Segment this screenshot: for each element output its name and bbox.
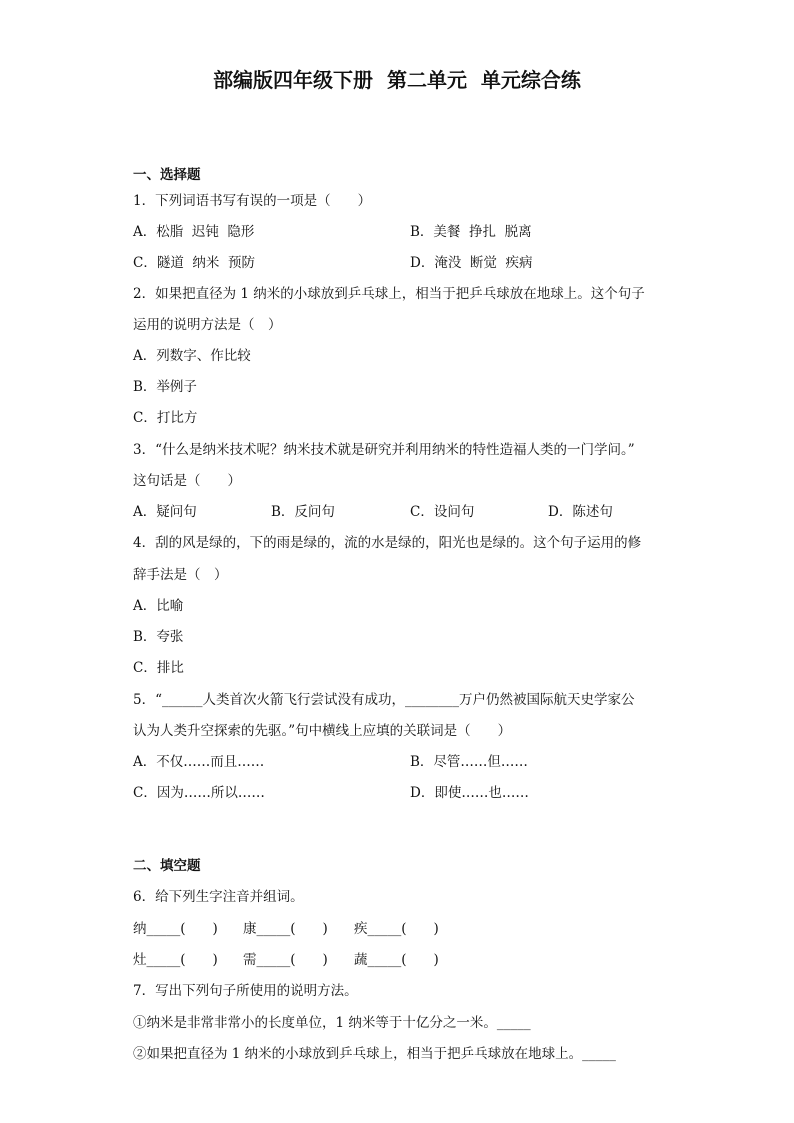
question-stem: 1．下列词语书写有误的一项是（ ） [133,193,372,209]
option-b: B．反问句 [271,504,335,520]
question-stem-continued: 认为人类升空探索的先驱。”句中横线上应填的关联词是（ ） [133,723,512,739]
option-d: D．淹没 断觉 疾病 [410,255,533,271]
worksheet-title: 部编版四年级下册 第二单元 单元综合练 [213,68,581,92]
option-c: C．因为……所以…… [133,785,265,801]
question-stem-continued: 这句话是（ ） [133,473,241,489]
character-blank: 需_____( ) [243,952,328,968]
option-b: B．夸张 [133,629,184,645]
option-a: A．列数字、作比较 [133,348,251,364]
question-stem: 5．“______人类首次火箭飞行尝试没有成功，________万户仍然被国际航天史学家公 [133,692,635,708]
option-c: C．排比 [133,660,184,676]
section-heading: 一、选择题 [133,167,201,183]
option-c: C．设问句 [410,504,475,520]
question-stem: 2．如果把直径为 1 纳米的小球放到乒乓球上，相当于把乒乓球放在地球上。这个句子 [133,286,645,302]
option-b: B．美餐 挣扎 脱离 [410,224,532,240]
character-blank: 纳_____( ) [133,921,218,937]
question-stem-continued: 运用的说明方法是（ ） [133,317,282,333]
option-b: B．举例子 [133,379,197,395]
question-stem-continued: 辞手法是（ ） [133,567,228,583]
option-a: A．比喻 [133,598,184,614]
option-d: D．即使……也…… [410,785,529,801]
sentence-item: ①纳米是非常非常小的长度单位，1 纳米等于十亿分之一米。_____ [133,1015,531,1031]
option-a: A．松脂 迟钝 隐形 [133,224,255,240]
question-stem: 4．刮的风是绿的，下的雨是绿的，流的水是绿的，阳光也是绿的。这个句子运用的修 [133,535,642,551]
sentence-item: ②如果把直径为 1 纳米的小球放到乒乓球上，相当于把乒乓球放在地球上。_____ [133,1046,616,1062]
question-stem: 7．写出下列句子所使用的说明方法。 [133,983,358,999]
option-d: D．陈述句 [548,504,613,520]
option-c: C．隧道 纳米 预防 [133,255,255,271]
option-a: A．不仅……而且…… [133,754,265,770]
character-blank: 灶_____( ) [133,952,218,968]
character-blank: 蔬_____( ) [354,952,439,968]
character-blank: 康_____( ) [243,921,328,937]
question-stem: 3．“什么是纳米技术呢？纳米技术就是研究并利用纳米的特性造福人类的一门学问。” [133,442,635,458]
character-blank: 疾_____( ) [354,921,439,937]
section-heading: 二、填空题 [133,858,201,874]
option-c: C．打比方 [133,410,198,426]
question-stem: 6．给下列生字注音并组词。 [133,889,304,905]
option-a: A．疑问句 [133,504,197,520]
option-b: B．尽管……但…… [410,754,528,770]
